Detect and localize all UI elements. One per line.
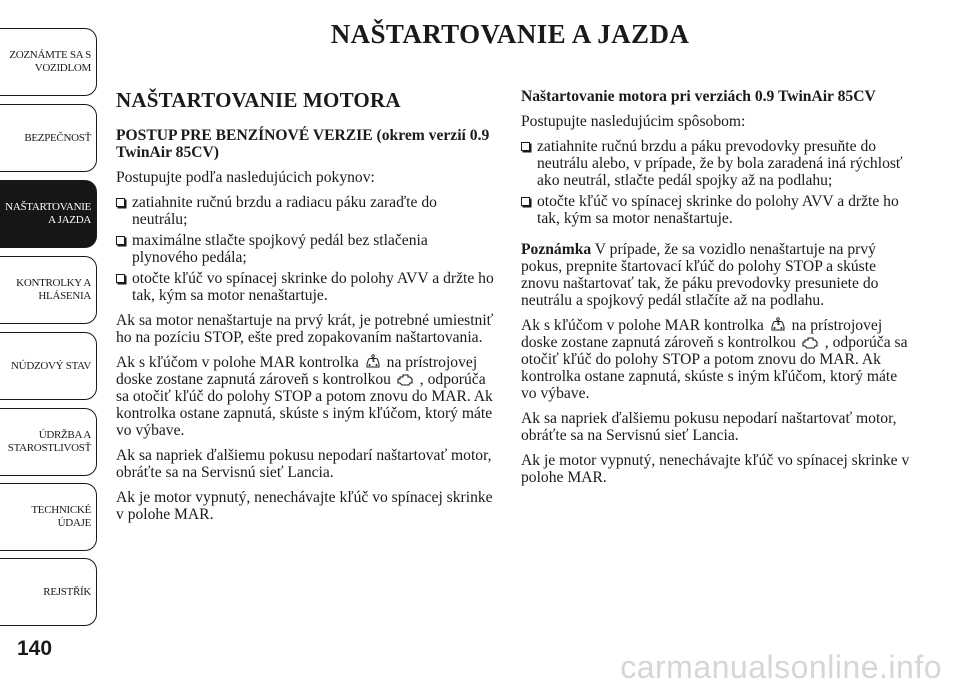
list-item: otočte kľúč vo spínacej skrinke do polohy AVV a držte ho tak, kým sa motor nenaštartuje.: [521, 193, 911, 227]
checkbox-bullet-icon: [116, 198, 125, 207]
tab-zoznamte-sa-s-vozidlom[interactable]: ZOZNÁMTE SA S VOZIDLOM: [0, 28, 97, 96]
intro-text: Postupujte nasledujúcim spôsobom:: [521, 113, 746, 130]
left-column: [116, 88, 496, 531]
tab-bezpecnost[interactable]: BEZPEČNOSŤ: [0, 104, 97, 172]
checkbox-bullet-icon: [521, 142, 530, 151]
list-item: zatiahnite ručnú brzdu a páku prevodovky presuňte do neutrálu alebo, v prípade, že by bola zaradená iná rýchlosť ako neutrál, stlačte pedál spojky až na podlahu;: [521, 138, 911, 189]
tab-udrzba-a-starostlivost[interactable]: ÚDRŽBA A STAROSTLIVOSŤ: [0, 408, 97, 476]
tab-technicke-udaje[interactable]: TECHNICKÉ ÚDAJE: [0, 483, 97, 551]
list-item: maximálne stlačte spojkový pedál bez stlačenia plynového pedála;: [116, 232, 496, 266]
tab-nudzovy-stav[interactable]: NÚDZOVÝ STAV: [0, 332, 97, 400]
note-label: Poznámka: [521, 241, 592, 258]
petrol-procedure-heading: POSTUP PRE BENZÍNOVÉ VERZIE (okrem verzií 0.9 TwinAir 85CV): [116, 127, 490, 161]
list-item: zatiahnite ručnú brzdu a radiacu páku zaraďte do neutrálu;: [116, 194, 496, 228]
checkbox-bullet-icon: [521, 197, 530, 206]
paragraph: Ak je motor vypnutý, nenechávajte kľúč vo spínacej skrinke v polohe MAR.: [521, 452, 910, 486]
note-paragraph: [521, 241, 911, 309]
engine-check-icon: [802, 336, 819, 349]
paragraph: Ak je motor vypnutý, nenechávajte kľúč vo spínacej skrinke v polohe MAR.: [116, 489, 493, 523]
step-list: [116, 194, 496, 304]
page-number: 140: [17, 637, 53, 660]
paragraph: Ak sa motor nenaštartuje na prvý krát, je potrebné umiestniť ho na pozíciu STOP, ešte pred zopakovaním naštartovania.: [116, 312, 494, 346]
list-item: otočte kľúč vo spínacej skrinke do polohy AVV a držte ho tak, kým sa motor nenaštartuje.: [116, 270, 496, 304]
car-key-warning-icon: [770, 317, 786, 332]
checkbox-bullet-icon: [116, 274, 125, 283]
checkbox-bullet-icon: [116, 236, 125, 245]
paragraph: Ak s kľúčom v polohe MAR kontrolka na prístrojovej doske zostane zapnutá zároveň s kontrolkou , odporúča sa otočiť kľúč do polohy STOP a potom znovu do MAR. Ak kontrolka ostane zapnutá, skúste s iným kľúčom, ktorý máte vo výbave.: [521, 317, 908, 402]
paragraph: Ak sa napriek ďalšiemu pokusu nepodarí naštartovať motor, obráťte sa na Servisnú sieť Lancia.: [116, 447, 492, 481]
right-column: [521, 88, 911, 494]
paragraph: Ak s kľúčom v polohe MAR kontrolka na prístrojovej doske zostane zapnutá zároveň s kontrolkou , odporúča sa otočiť kľúč do polohy STOP a potom znovu do MAR. Ak kontrolka ostane zapnutá, skúste s iným kľúčom, ktorý máte vo výbave.: [116, 354, 493, 439]
engine-check-icon: [397, 373, 414, 386]
tab-rejstrik[interactable]: REJSTŘÍK: [0, 558, 97, 626]
note-text: V prípade, že sa vozidlo nenaštartuje na prvý pokus, prepnite štartovací kľúč do polohy STOP a skúste znovu naštartovať tak, že páku prevodovky presuniete do neutrálu a spojkový pedál stlačíte až na podlahu.: [521, 241, 879, 309]
step-list: [521, 138, 911, 227]
twinair-procedure-heading: Naštartovanie motora pri verziách 0.9 TwinAir 85CV: [521, 88, 876, 105]
intro-text: Postupujte podľa nasledujúcich pokynov:: [116, 169, 375, 186]
car-key-warning-icon: [365, 354, 381, 369]
watermark: carmanualsonline.info: [620, 649, 942, 685]
section-heading: NAŠTARTOVANIE MOTORA: [116, 88, 401, 112]
paragraph: Ak sa napriek ďalšiemu pokusu nepodarí naštartovať motor, obráťte sa na Servisnú sieť Lancia.: [521, 410, 897, 444]
tab-kontrolky-a-hlasenia[interactable]: KONTROLKY A HLÁSENIA: [0, 256, 97, 324]
page-title: NAŠTARTOVANIE A JAZDA: [330, 19, 690, 49]
tab-nastartovanie-a-jazda[interactable]: NAŠTARTOVANIE A JAZDA: [0, 180, 97, 248]
